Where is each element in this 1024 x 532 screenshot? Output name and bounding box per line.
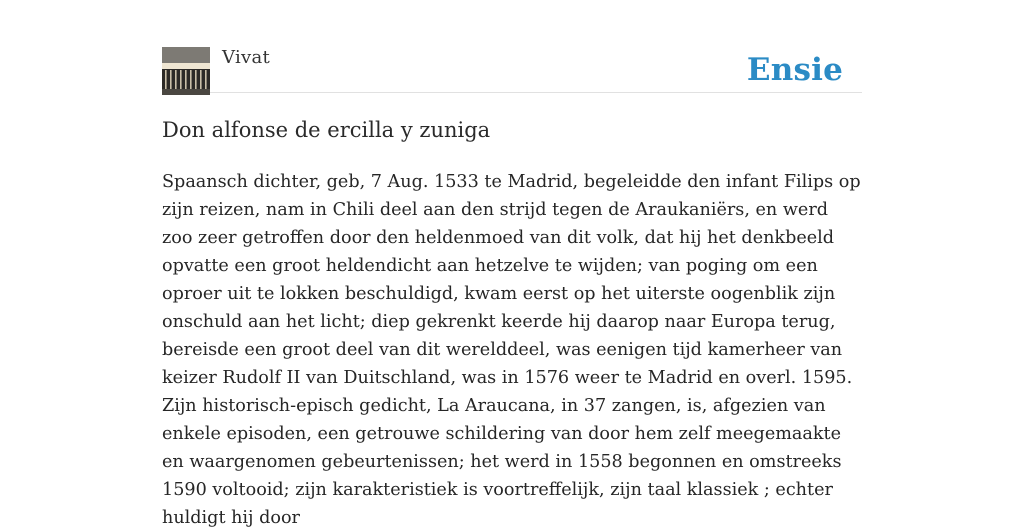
brand-logo[interactable]: Ensie — [746, 52, 843, 88]
article-body: Spaansch dichter, geb, 7 Aug. 1533 te Madrid, begeleidde den infant Filips op zijn reizen, nam in Chili deel aan den strijd tegen de Araukaniërs, en werd zoo zeer getroffen door den heldenmoed van dit volk, dat hij het denkbeeld opvatte een groot heldendicht aan hetzelve te wijden; van poging om een oproer uit te lokken beschuldigd, kwam eerst op het uiterste oogenblik zijn onschuld aan het licht; diep gekrenkt keerde hij daarop naar Europa terug, bereisde een groot deel van dit werelddeel, was eenigen tijd kamerheer van keizer Rudolf II van Duitschland, was in 1576 weer te Madrid en overl. 1595. Zijn historisch-episch gedicht, La Araucana, in 37 zangen, is, afgezien van enkele episoden, een getrouwe schildering van door hem zelf meegemaakte en waargenomen gebeurtenissen; het werd in 1558 begonnen en omstreeks 1590 voltooid; zijn karakteristiek is voortreffelijk, zijn taal klassiek ; echter huldigt hij door — [162, 172, 861, 528]
avatar[interactable] — [162, 47, 210, 95]
article-header — [162, 46, 862, 93]
author-name[interactable]: Vivat — [222, 47, 271, 68]
avatar-image — [162, 47, 210, 95]
article-title: Don alfonse de ercilla y zuniga — [162, 118, 491, 142]
article-card — [162, 0, 862, 528]
